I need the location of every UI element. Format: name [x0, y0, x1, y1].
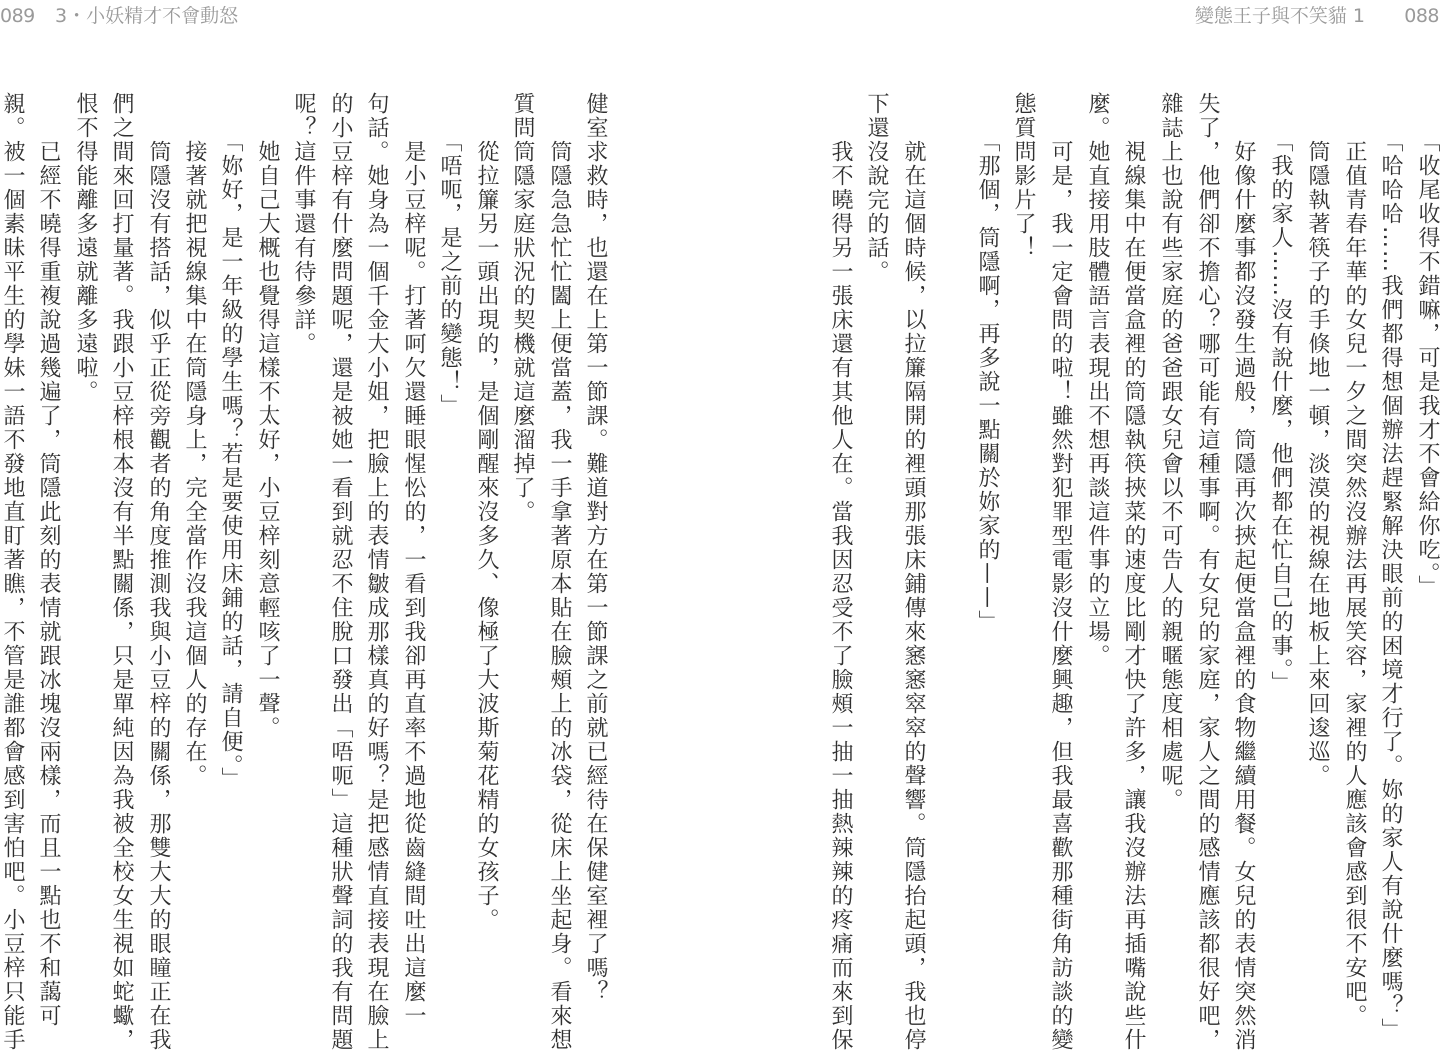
- text-column: 我不曉得另一張床還有其他人在。當我因忍受不了臉頰一抽一抽熱辣辣的疼痛而來到保: [828, 140, 853, 1052]
- text-column: 呢？這件事還有待參詳。: [291, 92, 316, 356]
- text-column: 她自己大概也覺得這樣不太好，小豆梓刻意輕咳了一聲。: [255, 140, 280, 740]
- text-column: 正值青春年華的女兒一夕之間突然沒辦法再展笑容，家裡的人應該會感到很不安吧。: [1342, 140, 1367, 1028]
- chapter-title: 3・小妖精才不會動怒: [55, 5, 239, 27]
- text-column: 已經不曉得重複說過幾遍了，筒隱此刻的表情就跟冰塊沒兩樣，而且一點也不和藹可: [36, 140, 61, 1028]
- text-column: 態質問影片了！: [1011, 92, 1036, 260]
- dialogue-column: 「那個，筒隱啊，再多說一點關於妳家的——」: [975, 130, 1000, 634]
- text-column: 接著就把視線集中在筒隱身上，完全當作沒我這個人的存在。: [182, 140, 207, 788]
- text-column: 質問筒隱家庭狀況的契機就這麼溜掉了。: [510, 92, 535, 524]
- text-column: 下還沒說完的話。: [864, 92, 889, 284]
- dialogue-column: 「妳好，是一年級的學生嗎？若是要使用床鋪的話，請自便。」: [218, 130, 243, 791]
- text-column: 們之間來回打量著。我跟小豆梓根本沒有半點關係，只是單純因為我被全校女生視如蛇蠍，: [109, 92, 134, 1052]
- right-page: [720, 0, 1441, 1052]
- text-column: 筒隱急急忙忙闔上便當蓋，我一手拿著原本貼在臉頰上的冰袋，從床上坐起身。看來想: [547, 140, 572, 1052]
- text-column: 筒隱沒有搭話，似乎正從旁觀者的角度推測我與小豆梓的關係，那雙大大的眼瞳正在我: [146, 140, 171, 1052]
- text-column: 筒隱執著筷子的手倏地一頓，淡漠的視線在地板上來回逡巡。: [1305, 140, 1330, 788]
- text-column: 視線集中在便當盒裡的筒隱執筷挾菜的速度比剛才快了許多，讓我沒辦法再插嘴說些什: [1121, 140, 1146, 1052]
- text-column: 好像什麼事都沒發生過般，筒隱再次挾起便當盒裡的食物繼續用餐。女兒的表情突然消: [1231, 140, 1256, 1052]
- page-number: 088: [1404, 5, 1439, 27]
- text-column: 雜誌上也說有些家庭的爸爸跟女兒會以不可告人的親暱態度相處呢。: [1158, 92, 1183, 812]
- page-number: 089: [0, 5, 35, 27]
- text-column: 的小豆梓有什麼問題呢，還是被她一看到就忍不住脫口發出「唔呃」這種狀聲詞的我有問題: [328, 92, 353, 1052]
- text-column: 親。被一個素昧平生的學妹一語不發地直盯著瞧，不管是誰都會感到害怕吧。小豆梓只能手: [0, 92, 25, 1052]
- text-column: 麼。她直接用肢體語言表現出不想再談這件事的立場。: [1085, 92, 1110, 668]
- text-column: 失了，他們卻不擔心？哪可能有這種事啊。有女兒的家庭，家人之間的感情應該都很好吧，: [1195, 92, 1220, 1052]
- dialogue-column: 「我的家人……沒有說什麼，他們都在忙自己的事。」: [1268, 130, 1293, 695]
- text-column: 從拉簾另一頭出現的，是個剛醒來沒多久、像極了大波斯菊花精的女孩子。: [474, 140, 499, 932]
- text-column: 健室求救時，也還在上第一節課。難道對方在第一節課之前就已經待在保健室裡了嗎？: [583, 92, 608, 1004]
- left-page: [0, 0, 720, 1052]
- dialogue-column: 「唔呃，是之前的變態！」: [437, 130, 462, 418]
- text-column: 就在這個時候，以拉簾隔開的裡頭那張床鋪傳來窸窸窣窣的聲響。筒隱抬起頭，我也停: [901, 140, 926, 1052]
- text-column: 句話。她身為一個千金大小姐，把臉上的表情皺成那樣真的好嗎？是把感情直接表現在臉上: [364, 92, 389, 1052]
- text-column: 可是，我一定會問的啦！雖然對犯罪型電影沒什麼興趣，但我最喜歡那種街角訪談的變: [1048, 140, 1073, 1052]
- dialogue-column: 「哈哈哈……我們都得想個辦法趕緊解決眼前的困境才行了。妳的家人有說什麼嗎？」: [1378, 130, 1403, 1042]
- dialogue-column: 「收尾收得不錯嘛，可是我才不會給你吃。」: [1415, 130, 1440, 599]
- book-title: 變態王子與不笑貓 1: [1194, 5, 1365, 27]
- text-column: 是小豆梓呢。打著呵欠還睡眼惺忪的，一看到我卻再直率不過地從齒縫間吐出這麼一: [401, 140, 426, 1028]
- text-column: 恨不得能離多遠就離多遠啦。: [73, 92, 98, 404]
